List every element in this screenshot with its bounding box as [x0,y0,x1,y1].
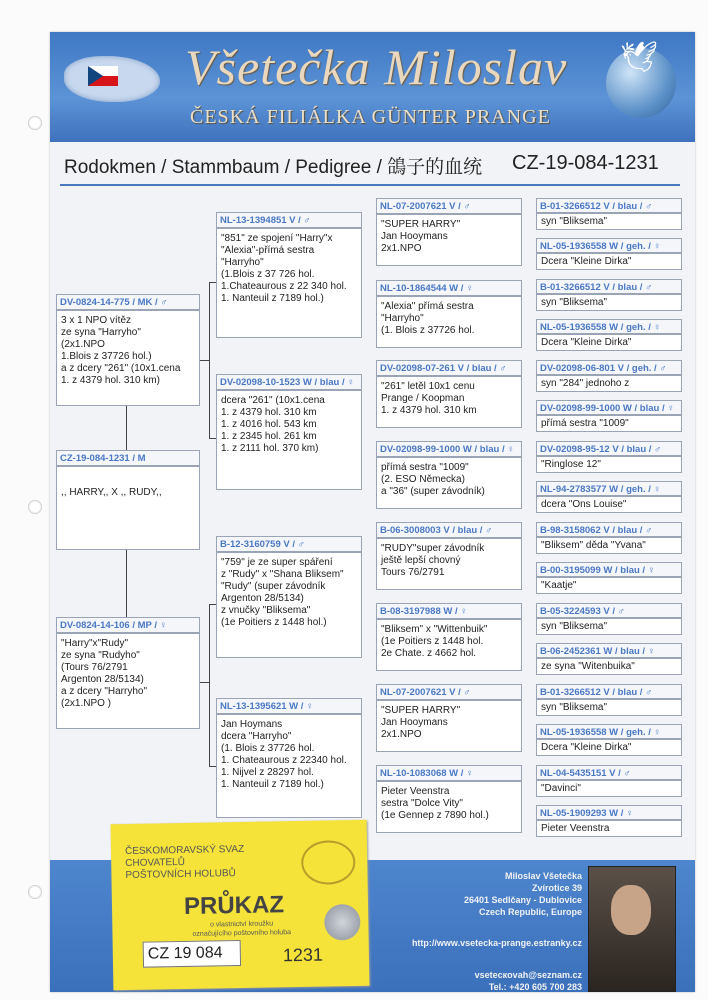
g3-details: "RUDY"super závodník ještě lepší chovný Tours 76/2791 [376,538,522,590]
g4-details: syn "Bliksema" [536,699,682,716]
g3-ring: B-06-3008003 V / blau / ♂ [376,522,522,538]
g4-details: "Davinci" [536,780,682,797]
g3-ring: NL-07-2007621 V / ♂ [376,684,522,700]
subject-ring: CZ-19-084-1231 / M [56,450,200,466]
g4-details: syn "Bliksema" [536,294,682,311]
g4-details: syn "284" jednoho z [536,375,682,392]
g3-details: "Alexia" přímá sestra "Harryho" (1. Blois z 37726 hol. [376,296,522,348]
g4-ring: NL-05-1909293 W / ♀ [536,805,682,820]
card-subtitle: o vlastnictví kroužku označujícího poštovního holuba [192,920,292,938]
contact-country: Czech Republic, Europe [478,907,582,917]
sire-dam-details: dcera "261" (10x1.cena 1. z 4379 hol. 310 km 1. z 4016 hol. 543 km 1. z 2345 hol. 261 km 1. z 2111 hol. 370 km) [216,390,362,490]
g4-details: Dcera "Kleine Dirka" [536,334,682,351]
g3-ring: NL-10-1083068 W / ♀ [376,765,522,781]
g4-details: "Ringlose 12" [536,456,682,473]
g4-details: Pieter Veenstra [536,820,682,837]
contact-city: 26401 Sedlčany - Dublovice [463,895,582,905]
pigeon-emblem-icon [301,840,356,885]
g3-ring: DV-02098-99-1000 W / blau / ♀ [376,441,522,457]
contact-email[interactable]: vsetecкovah@seznam.cz [474,970,582,980]
dove-icon: 🕊 [620,41,659,74]
g4-ring: DV-02098-99-1000 W / blau / ♀ [536,400,682,415]
g4-details: dcera "Ons Louise" [536,496,682,513]
father-details: 3 x 1 NPO vítěz ze syna "Harryho" (2x1.NPO 1.Blois z 37726 hol.) a z dcery "261" (10x1.cena 1. z 4379 hol. 310 km) [56,310,200,406]
pedigree-ring-number: CZ-19-084-1231 [512,152,659,174]
g4-ring: B-01-3266512 V / blau / ♂ [536,684,682,699]
g4-ring: NL-04-5435151 V / ♂ [536,765,682,780]
dam-dam-details: Jan Hoymans dcera "Harryho" (1. Blois z 37726 hol. 1. Chateaurous z 22340 hol. 1. Nijvel z 28297 hol. 1. Nanteuil z 7189 hol.) [216,714,362,818]
card-title: PRŮKAZ [183,891,285,920]
g3-details: "SUPER HARRY" Jan Hooymans 2x1.NPO [376,700,522,752]
hologram-icon [324,904,361,941]
g4-ring: NL-05-1936558 W / geh. / ♀ [536,724,682,739]
father-ring: DV-0824-14-775 / MK / ♂ [56,294,200,310]
card-organization: ČESKOMORAVSKÝ SVAZ CHOVATELŮ POŠTOVNÍCH HOLUBŮ [124,843,245,881]
sire-sire-ring: NL-13-1394851 V / ♂ [216,212,362,228]
pedigree-title: Rodokmen / Stammbaum / Pedigree / 鴿子的血统 [64,157,483,178]
g4-ring: B-05-3224593 V / ♂ [536,603,682,618]
g4-ring: DV-02098-95-12 V / blau / ♂ [536,441,682,456]
g3-details: "Bliksem" x "Wittenbuik" (1e Poitiers z 1448 hol. 2e Chate. z 4662 hol. [376,619,522,671]
connector-line [209,604,216,605]
contact-name: Miloslav Všetečka [504,871,582,881]
ownership-card [111,820,370,990]
g4-ring: NL-05-1936558 W / geh. / ♀ [536,319,682,334]
g4-ring: NL-94-2783577 W / geh. / ♀ [536,481,682,496]
contact-street: Zvírotice 39 [531,883,582,893]
sire-dam-ring: DV-02098-10-1523 W / blau / ♀ [216,374,362,390]
connector-line [209,438,216,439]
connector-line [209,282,216,283]
g4-details: Dcera "Kleine Dirka" [536,739,682,756]
czech-flag-icon [88,66,118,86]
sire-sire-details: "851" ze spojení "Harry"x "Alexia"-přímá sestra "Harryho" (1.Blois z 37 726 hol. 1.Chateaurous z 22 340 hol. 1. Nanteuil z 7189 hol.) [216,228,362,338]
connector-line [209,604,210,766]
g4-details: ze syna "Witenbuika" [536,658,682,675]
g4-details: syn "Bliksema" [536,618,682,635]
punch-hole [28,500,42,514]
g3-details: Pieter Veenstra sestra "Dolce Vity" (1e Gennep z 7890 hol.) [376,781,522,833]
subject-details: ,, HARRY,, X ,, RUDY,, [56,466,200,550]
g4-details: přímá sestra "1009" [536,415,682,432]
g4-details: "Bliksem" děda "Yvana" [536,537,682,554]
dam-sire-ring: B-12-3160759 V / ♂ [216,536,362,552]
connector-line [209,282,210,438]
pedigree-title-bar [60,148,680,186]
connector-line [126,406,127,450]
punch-hole [28,885,42,899]
g4-ring: B-01-3266512 V / blau / ♂ [536,198,682,213]
g4-details: "Kaatje" [536,577,682,594]
dam-sire-details: "759" je ze super spáření z "Rudy" x "Shana Bliksem" "Rudy" (super závodník Argenton 28/5134) z vnučky "Bliksema" (1e Poitiers z 1448 hol.) [216,552,362,658]
contact-phone: Tel.: +420 605 700 283 [488,982,582,992]
g4-ring: DV-02098-06-801 V / geh. / ♂ [536,360,682,375]
breeder-subtitle: ČESKÁ FILIÁLKA GÜNTER PRANGE [190,106,551,128]
card-number: 1231 [282,944,324,966]
contact-block [380,870,582,918]
g3-details: "261" letěl 10x1 cenu Prange / Koopman 1. z 4379 hol. 310 km [376,376,522,428]
g3-details: přímá sestra "1009" (2. ESO Německa) a "36" (super závodník) [376,457,522,509]
g3-ring: DV-02098-07-261 V / blau / ♂ [376,360,522,376]
breeder-photo [588,866,676,992]
connector-line [126,550,127,617]
g4-ring: B-01-3266512 V / blau / ♂ [536,279,682,294]
g4-ring: B-98-3158062 V / blau / ♂ [536,522,682,537]
g4-ring: NL-05-1936558 W / geh. / ♀ [536,238,682,253]
dam-dam-ring: NL-13-1395621 W / ♀ [216,698,362,714]
g4-details: Dcera "Kleine Dirka" [536,253,682,270]
contact-website[interactable]: http://www.vsetecka-prange.estranky.cz [411,938,582,948]
g3-ring: NL-07-2007621 V / ♂ [376,198,522,214]
mother-ring: DV-0824-14-106 / MP / ♀ [56,617,200,633]
card-ring-field: CZ 19 084 [143,940,241,968]
g3-ring: NL-10-1864544 W / ♀ [376,280,522,296]
punch-hole [28,116,42,130]
g3-details: "SUPER HARRY" Jan Hooymans 2x1.NPO [376,214,522,266]
mother-details: "Harry"x"Rudy" ze syna "Rudyho" (Tours 76/2791 Argenton 28/5134) a z dcery "Harryho" (2x1.NPO ) [56,633,200,729]
connector-line [209,766,216,767]
breeder-name: Všetečka Miloslav [185,39,568,95]
g3-ring: B-08-3197988 W / ♀ [376,603,522,619]
g4-ring: B-00-3195099 W / blau / ♀ [536,562,682,577]
g4-details: syn "Bliksema" [536,213,682,230]
g4-ring: B-06-2452361 W / blau / ♀ [536,643,682,658]
